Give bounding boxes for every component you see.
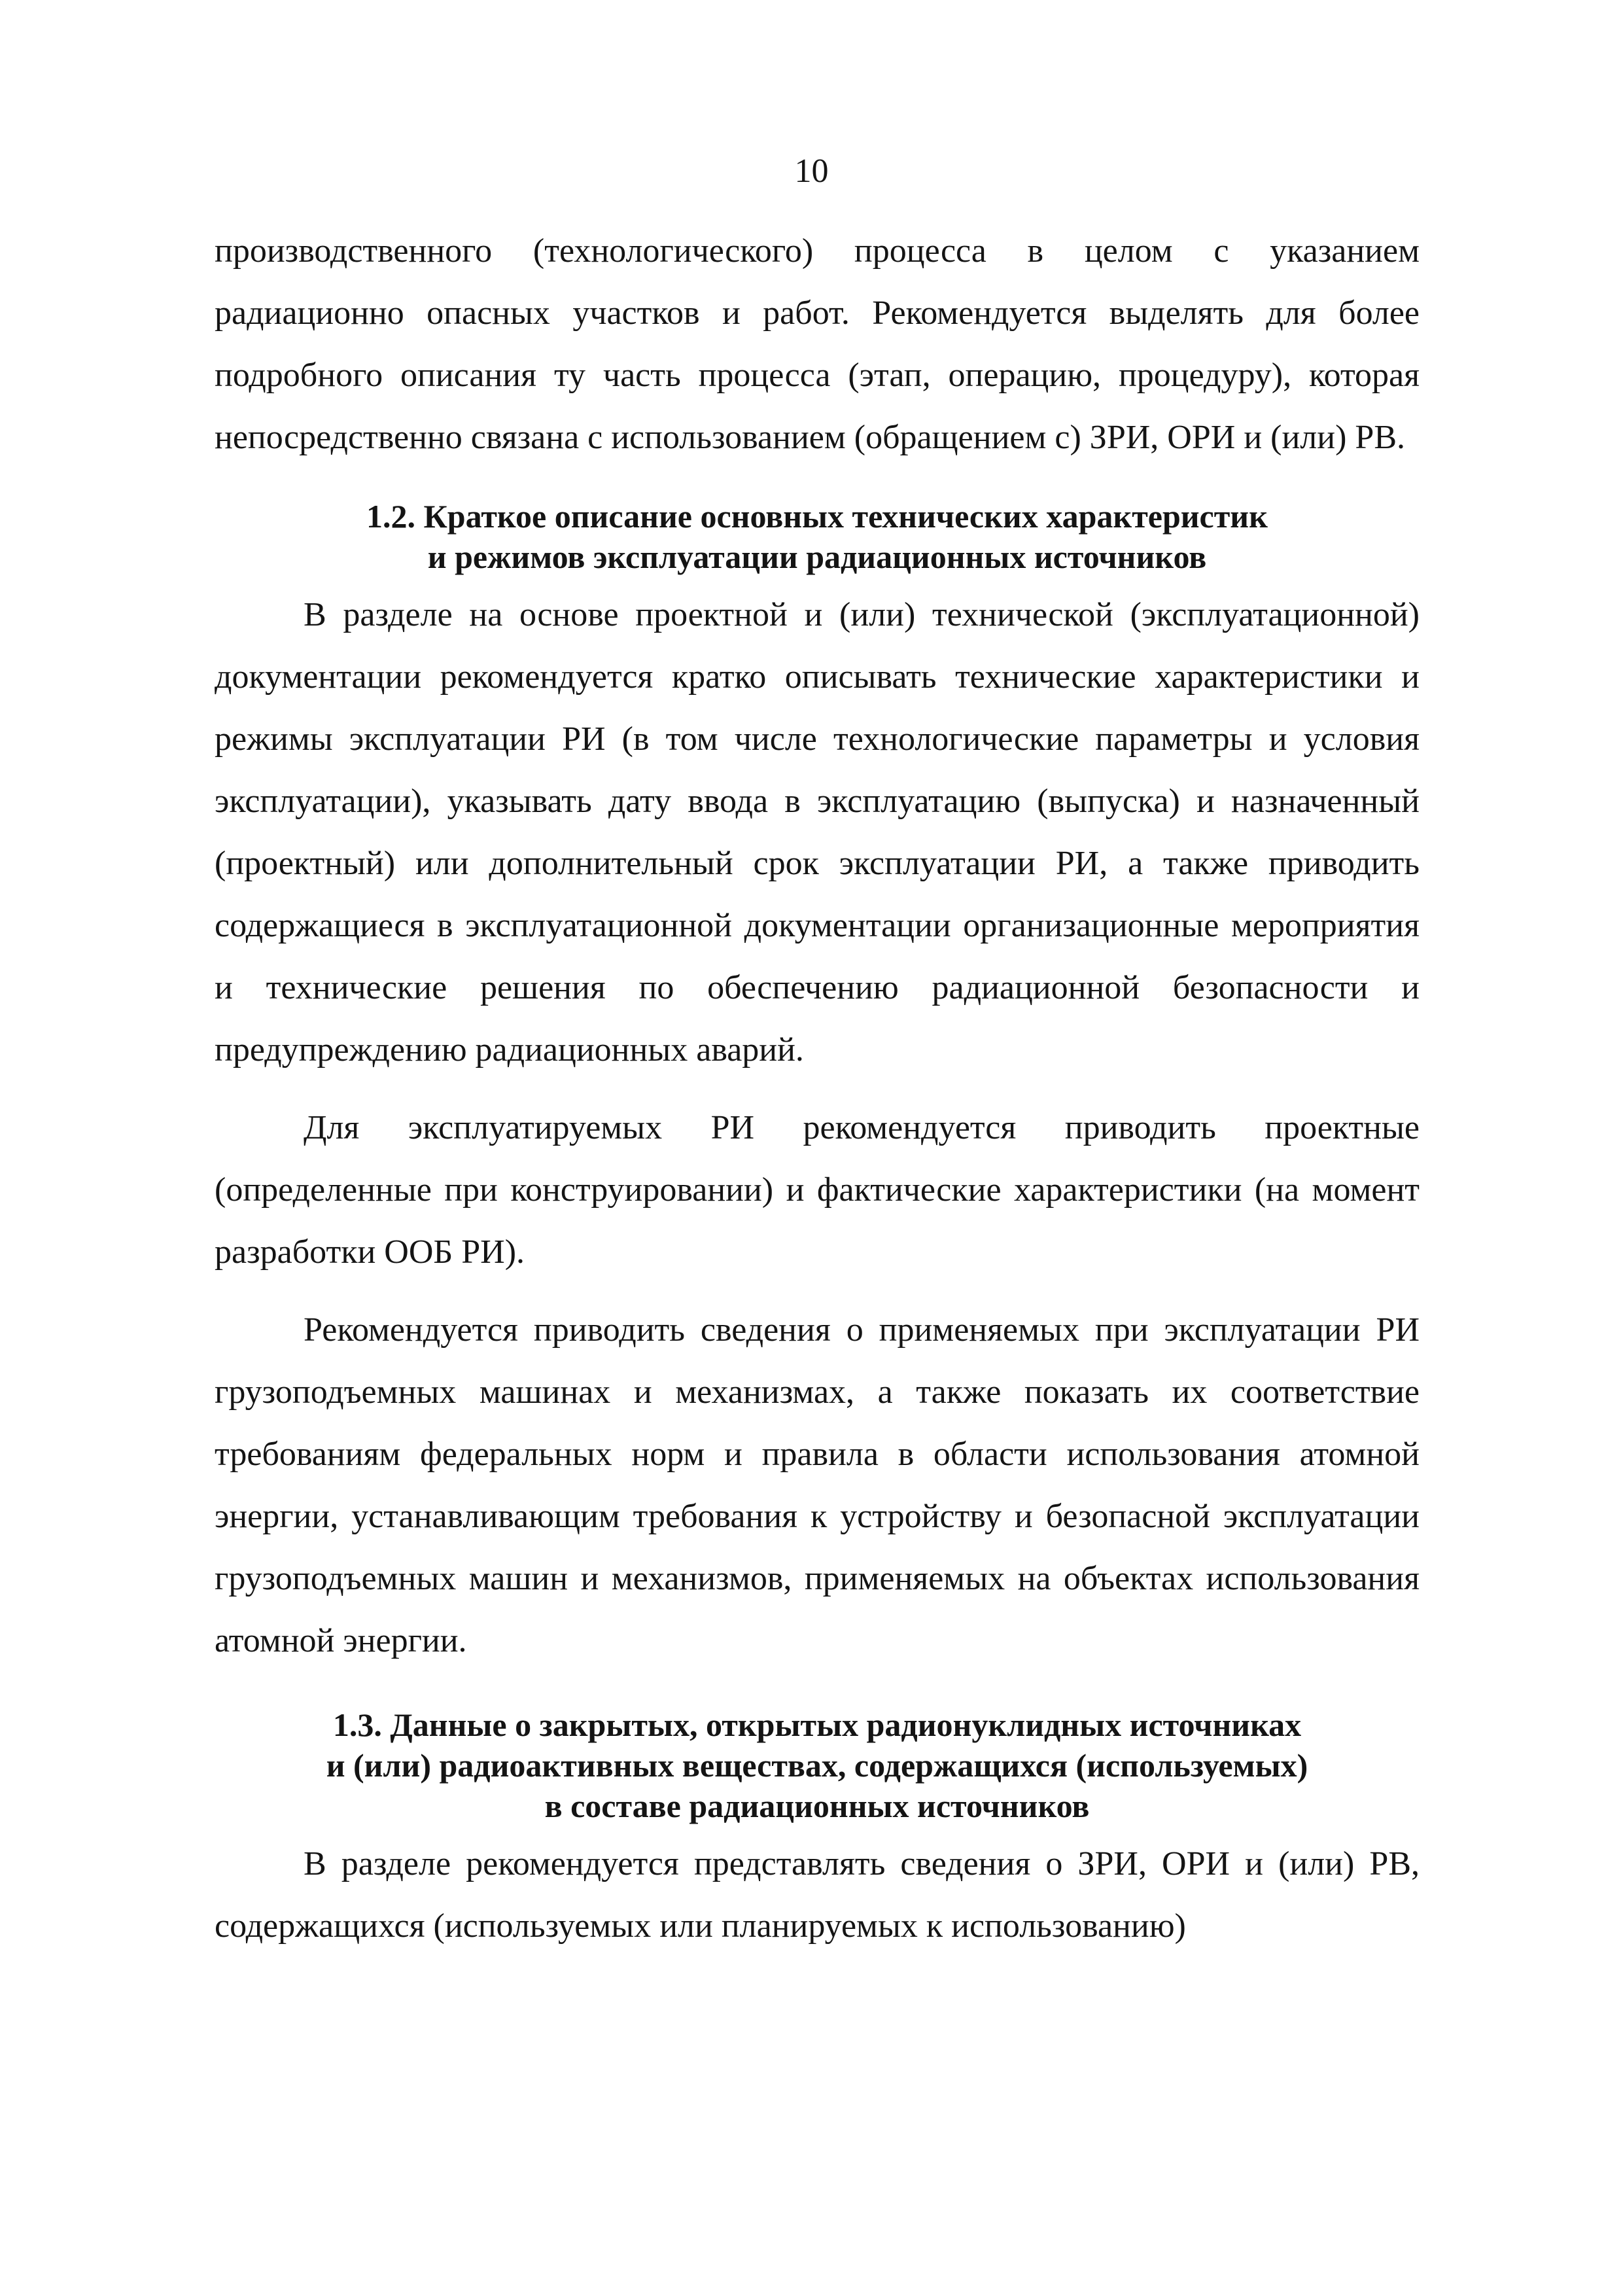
section-1-2-paragraph-3: Рекомендуется приводить сведения о применяемых при эксплуатации РИ грузоподъемных машинах и механизмах, а также показать их соответствие требованиям федеральных норм и правила в области использования атомной энергии, устанавливающим требования к устройству и безопасной эксплуатации грузоподъемных машин и механизмов, применяемых на объектах использования атомной энергии. — [215, 1311, 1420, 1659]
section-1-2-paragraph-2: Для эксплуатируемых РИ рекомендуется приводить проектные (определенные при конструировании) и фактические характеристики (на момент разработки ООБ РИ). — [215, 1109, 1420, 1271]
section-1-3-heading-line-3: в составе радиационных источников — [544, 1788, 1090, 1824]
section-1-2-heading-line-1: 1.2. Краткое описание основных технических характеристик — [366, 498, 1268, 535]
page-number: 10 — [794, 152, 829, 190]
section-1-3-paragraph-1: В разделе рекомендуется представлять сведения о ЗРИ, ОРИ и (или) РВ, содержащихся (используемых или планируемых к использованию) — [215, 1845, 1420, 1945]
section-1-3-heading-line-2: и (или) радиоактивных веществах, содержащихся (используемых) — [326, 1747, 1308, 1784]
section-1-2-paragraph-1: В разделе на основе проектной и (или) технической (эксплуатационной) документации рекомендуется кратко описывать технические характеристики и режимы эксплуатации РИ (в том числе технологические параметры и условия эксплуатации), указывать дату ввода в эксплуатацию (выпуска) и назначенный (проектный) или дополнительный срок эксплуатации РИ, а также приводить содержащиеся в эксплуатационной документации организационные мероприятия и технические решения по обеспечению радиационной безопасности и предупреждению радиационных аварий. — [215, 596, 1420, 1069]
intro-paragraph: производственного (технологического) процесса в целом с указанием радиационно опасных участков и работ. Рекомендуется выделять для более подробного описания ту часть процесса (этап, операцию, процедуру), которая непосредственно связана с использованием (обращением с) ЗРИ, ОРИ и (или) РВ. — [215, 232, 1420, 456]
page-body — [215, 220, 1420, 1957]
section-1-2-heading — [215, 496, 1420, 577]
section-1-3-heading-line-1: 1.3. Данные о закрытых, открытых радионуклидных источниках — [332, 1706, 1302, 1743]
section-1-3-heading — [215, 1704, 1420, 1826]
section-1-2-heading-line-2: и режимов эксплуатации радиационных источников — [427, 539, 1207, 575]
